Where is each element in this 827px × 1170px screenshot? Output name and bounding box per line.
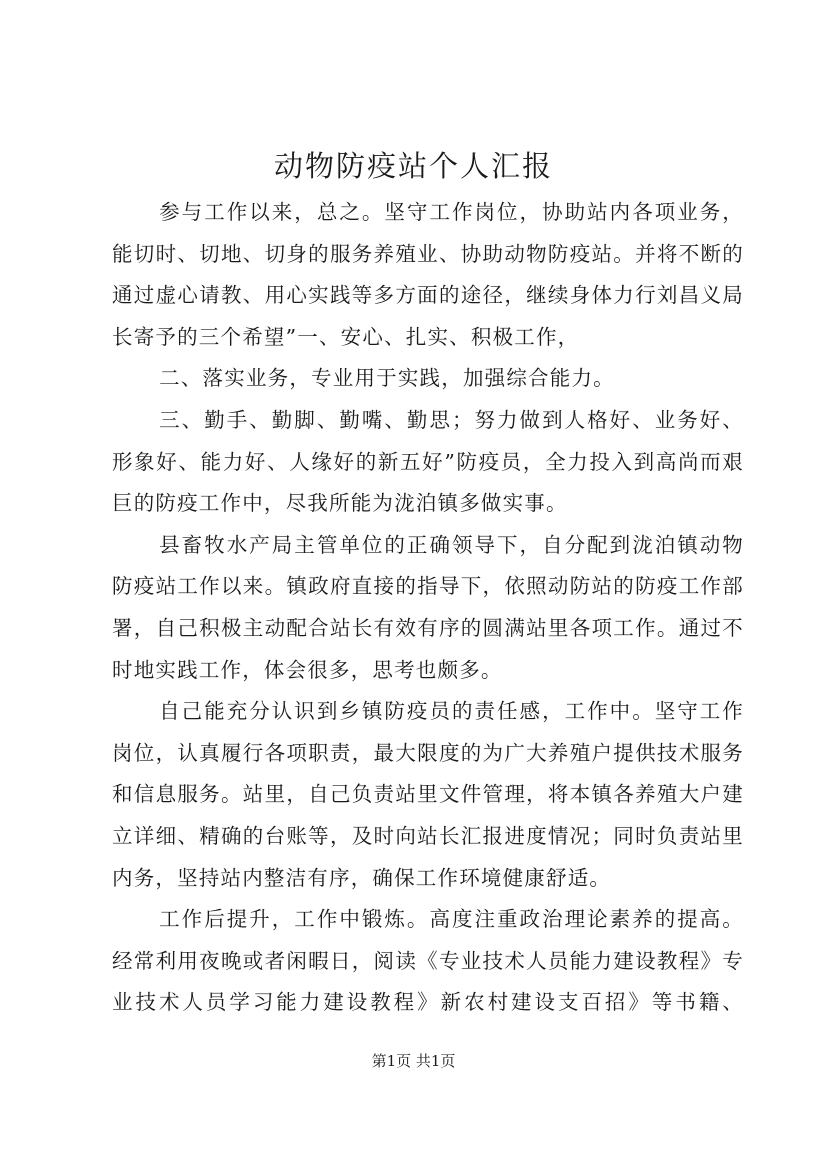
paragraph-4: 县畜牧水产局主管单位的正确领导下，自分配到泷泊镇动物防疫站工作以来。镇政府直接的指导下，依照动防站的防疫工作部署，自己积极主动配合站长有效有序的圆满站里各项工作。通过不时地实践工作，体会很多，思考也颇多。 <box>112 532 744 682</box>
paragraph-6: 工作后提升，工作中锻炼。高度注重政治理论素养的提高。经常利用夜晚或者闲暇日，阅读《专业技术人员能力建设教程》专业技术人员学习能力建设教程》新农村建设支百招》等书籍、 <box>112 907 744 1015</box>
page-footer: 第1页 共1页 <box>371 1052 456 1070</box>
document-title: 动物防疫站个人汇报 <box>273 149 553 183</box>
paragraph-2: 二、落实业务，专业用于实践，加强综合能力。 <box>159 366 615 391</box>
paragraph-5: 自己能充分认识到乡镇防疫员的责任感，工作中。坚守工作岗位，认真履行各项职责，最大限度的为广大养殖户提供技术服务和信息服务。站里，自己负责站里文件管理，将本镇各养殖大户建立详细、精确的台账等，及时向站长汇报进度情况；同时负责站里内务，坚持站内整洁有序，确保工作环境健康舒适。 <box>112 699 744 890</box>
paragraph-3: 三、勤手、勤脚、勤嘴、勤思；努力做到人格好、业务好、形象好、能力好、人缘好的新五好”防疫员，全力投入到高尚而艰巨的防疫工作中，尽我所能为泷泊镇多做实事。 <box>112 407 744 516</box>
document-body <box>112 192 744 1024</box>
paragraph-1: 参与工作以来，总之。坚守工作岗位，协助站内各项业务，能切时、切地、切身的服务养殖业、协助动物防疫站。并将不断的通过虚心请教、用心实践等多方面的途径，继续身体力行刘昌义局长寄予的三个希望”一、安心、扎实、积极工作， <box>112 200 744 349</box>
